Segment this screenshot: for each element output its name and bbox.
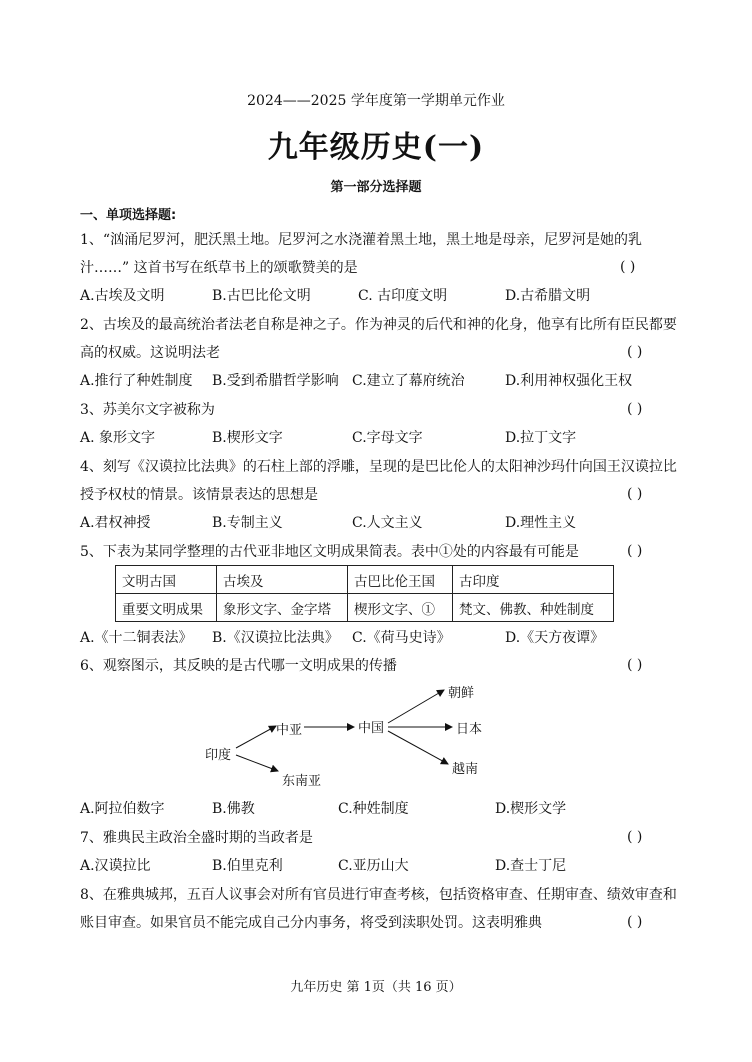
diagram-label-japan: 日本 (456, 722, 483, 737)
q3-answer-blank[interactable]: ( ) (627, 401, 643, 417)
q2-option-d[interactable]: D.利用神权强化王权 (505, 373, 633, 389)
arrow-china-vietnam (388, 731, 448, 764)
q4-option-a[interactable]: A.君权神授 (80, 515, 151, 531)
table-cell: 古巴比伦王国 (348, 566, 453, 594)
q4-answer-blank[interactable]: ( ) (627, 486, 643, 502)
table-cell: 古埃及 (217, 566, 348, 594)
q8-stem-line1: 8、在雅典城邦，五百人议事会对所有官员进行审查考核，包括资格审查、任期审查、绩效审查和 (80, 887, 677, 903)
q6-option-c[interactable]: C.种姓制度 (338, 801, 409, 817)
q2-answer-blank[interactable]: ( ) (627, 344, 643, 360)
table-cell: 文明古国 (116, 566, 217, 594)
q2-stem-line1: 2、古埃及的最高统治者法老自称是神之子。作为神灵的后代和神的化身，他享有比所有臣民都要 (80, 317, 677, 333)
q7-option-c[interactable]: C.亚历山大 (338, 858, 409, 874)
q6-option-a[interactable]: A.阿拉伯数字 (80, 801, 165, 817)
table-cell: 象形文字、金字塔 (217, 594, 348, 622)
q5-answer-blank[interactable]: ( ) (627, 543, 643, 559)
arrow-india-central-asia (236, 726, 276, 748)
q1-stem-line1: 1、“汹涌尼罗河，肥沃黑土地。尼罗河之水浇灌着黑土地，黑土地是母亲，尼罗河是她的乳 (80, 232, 643, 248)
q5-option-b[interactable]: B.《汉谟拉比法典》 (212, 630, 339, 646)
page-footer: 九年历史 第 1页（共 16 页） (290, 980, 462, 995)
page-title: 九年级历史(一) (267, 130, 485, 165)
q4-option-d[interactable]: D.理性主义 (505, 515, 577, 531)
q2-option-c[interactable]: C.建立了幕府统治 (352, 373, 465, 389)
q6-option-b[interactable]: B.佛教 (212, 801, 255, 817)
part-heading: 第一部分选择题 (330, 180, 422, 195)
q7-option-d[interactable]: D.查士丁尼 (495, 858, 567, 874)
arrow-india-southeast-asia (236, 755, 278, 771)
q1-option-a[interactable]: A.古埃及文明 (80, 288, 165, 304)
q7-option-a[interactable]: A.汉谟拉比 (80, 858, 151, 874)
q1-answer-blank[interactable]: ( ) (620, 259, 636, 275)
table-cell: 楔形文字、① (348, 594, 453, 622)
q3-stem: 3、苏美尔文字被称为 (80, 402, 215, 418)
q1-stem-line2: 汁……” 这首书写在纸草书上的颂歌赞美的是 (80, 260, 358, 276)
q2-option-a[interactable]: A.推行了种姓制度 (80, 373, 193, 389)
q4-option-c[interactable]: C.人文主义 (352, 515, 423, 531)
table-cell: 重要文明成果 (116, 594, 217, 622)
q5-option-a[interactable]: A.《十二铜表法》 (80, 630, 193, 646)
q7-stem: 7、雅典民主政治全盛时期的当政者是 (80, 830, 313, 846)
diagram-label-china: 中国 (358, 721, 385, 736)
q1-option-b[interactable]: B.古巴比伦文明 (212, 288, 311, 304)
q7-answer-blank[interactable]: ( ) (627, 829, 643, 845)
table-cell: 梵文、佛教、种姓制度 (453, 594, 614, 622)
q3-option-a[interactable]: A. 象形文字 (80, 430, 156, 446)
diagram-label-central-asia: 中亚 (276, 723, 303, 738)
q7-option-b[interactable]: B.伯里克利 (212, 858, 283, 874)
q4-stem-line1: 4、刻写《汉谟拉比法典》的石柱上部的浮雕，呈现的是巴比伦人的太阳神沙玛什向国王汉谟拉比 (80, 459, 677, 475)
diagram-label-india: 印度 (205, 748, 232, 763)
section-heading: 一、单项选择题: (80, 208, 177, 223)
q4-stem-line2: 授予权杖的情景。该情景表达的思想是 (80, 487, 318, 503)
q1-option-d[interactable]: D.古希腊文明 (505, 288, 591, 304)
diagram-label-southeast-asia: 东南亚 (282, 774, 322, 789)
table-cell: 古印度 (453, 566, 614, 594)
q5-option-d[interactable]: D.《天方夜谭》 (505, 630, 605, 646)
q6-answer-blank[interactable]: ( ) (627, 657, 643, 673)
term-heading: 2024——2025 学年度第一学期单元作业 (247, 93, 505, 109)
q5-option-c[interactable]: C.《荷马史诗》 (352, 630, 451, 646)
q6-stem: 6、观察图示，其反映的是古代哪一文明成果的传播 (80, 658, 397, 674)
q3-option-b[interactable]: B.楔形文字 (212, 430, 283, 446)
q4-option-b[interactable]: B.专制主义 (212, 515, 283, 531)
q8-answer-blank[interactable]: ( ) (627, 914, 643, 930)
arrow-china-korea (388, 690, 444, 723)
q2-option-b[interactable]: B.受到希腊哲学影响 (212, 373, 339, 389)
q5-stem: 5、下表为某同学整理的古代亚非地区文明成果简表。表中①处的内容最有可能是 (80, 544, 579, 560)
diagram-label-korea: 朝鲜 (448, 686, 475, 701)
q1-option-c[interactable]: C. 古印度文明 (358, 288, 448, 304)
q2-stem-line2: 高的权威。这说明法老 (80, 345, 220, 361)
q3-option-d[interactable]: D.拉丁文字 (505, 430, 577, 446)
q3-option-c[interactable]: C.字母文字 (352, 430, 423, 446)
q8-stem-line2: 账目审查。如果官员不能完成自己分内事务，将受到渎职处罚。这表明雅典 (80, 915, 542, 931)
diagram-label-vietnam: 越南 (452, 762, 479, 777)
q6-option-d[interactable]: D.楔形文学 (495, 801, 567, 817)
